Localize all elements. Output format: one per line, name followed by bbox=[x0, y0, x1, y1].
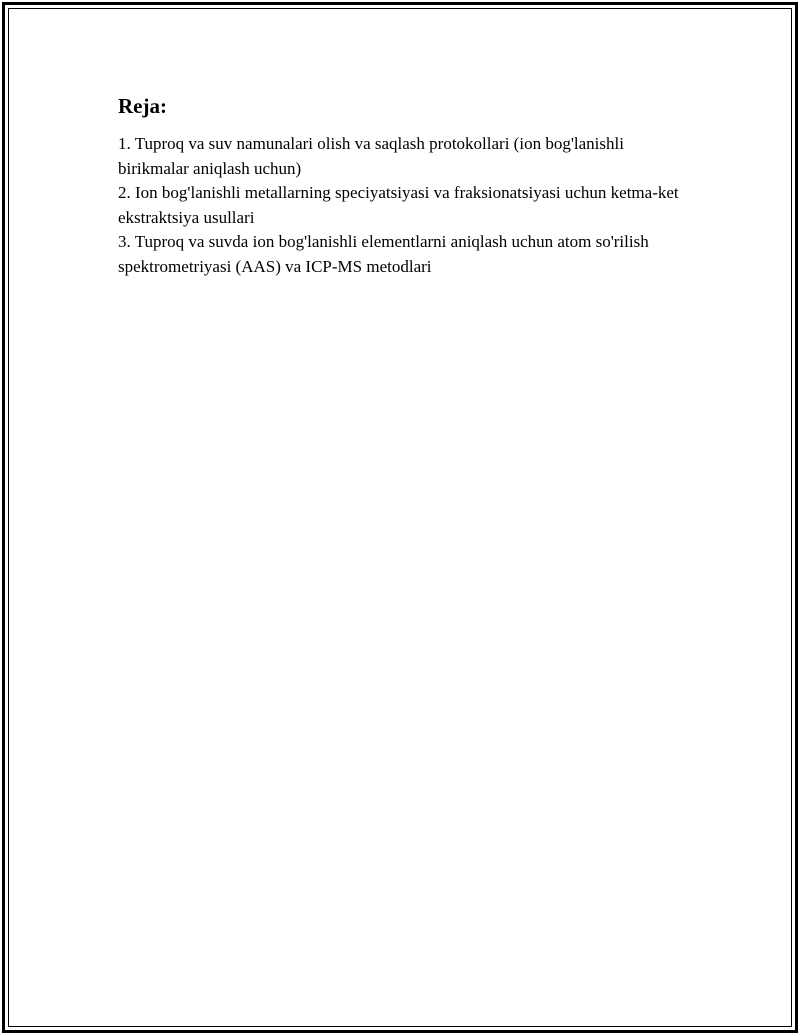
plan-item-3: 3. Tuproq va suvda ion bog'lanishli elementlarni aniqlash uchun atom so'rilish spektrometriyasi (AAS) va ICP-MS metodlari bbox=[118, 232, 649, 276]
plan-list bbox=[118, 132, 688, 279]
page-content bbox=[118, 94, 688, 279]
plan-heading: Reja: bbox=[118, 94, 167, 118]
plan-item-1: 1. Tuproq va suv namunalari olish va saqlash protokollari (ion bog'lanishli birikmalar aniqlash uchun) bbox=[118, 134, 624, 178]
plan-item-2: 2. Ion bog'lanishli metallarning speciyatsiyasi va fraksionatsiyasi uchun ketma-ket ekstraktsiya usullari bbox=[118, 183, 679, 227]
